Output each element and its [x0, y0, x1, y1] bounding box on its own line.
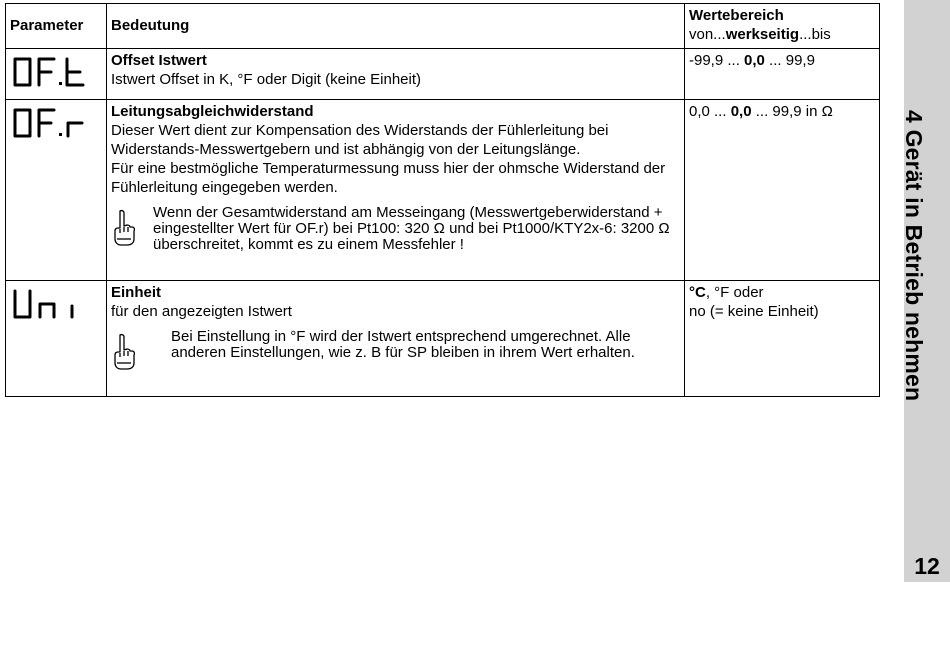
- seven-segment-oft-icon: [10, 55, 86, 89]
- header-range: [685, 4, 880, 49]
- param-meaning-cell: [107, 100, 685, 281]
- seven-segment-code-icon: [10, 51, 102, 94]
- param-title: Offset Istwert: [111, 52, 207, 69]
- seven-segment-uni-icon: [10, 287, 86, 321]
- table-row: [6, 49, 880, 100]
- pointing-hand-icon: [111, 333, 141, 375]
- param-range-cell: 0,0 ... 0,0 ... 99,9 in Ω: [685, 100, 880, 281]
- seven-segment-code-icon: [10, 102, 102, 145]
- page-number: 12: [914, 553, 940, 579]
- seven-segment-code-icon: [10, 283, 102, 326]
- param-code-cell: [6, 49, 107, 100]
- param-code-cell: [6, 281, 107, 397]
- note-block: [111, 329, 680, 375]
- table-header-row: [6, 4, 880, 49]
- table-row: [6, 100, 880, 281]
- chapter-title: 4 Gerät in Betrieb nehmen: [901, 110, 927, 402]
- header-meaning: Bedeutung: [107, 4, 685, 49]
- header-parameter: Parameter: [6, 4, 107, 49]
- param-description-2: Für eine bestmögliche Temperaturmessung muss hier der ohmsche Widerstand der Fühlerleitung eingegeben werden.: [111, 160, 666, 196]
- parameter-table: [5, 3, 880, 397]
- note-text: Wenn der Gesamtwiderstand am Messeingang (Messwertgeberwiderstand + eingestellter Wert für OF.r) bei Pt100: 320 Ω und bei Pt1000/KTY2x-6: 3200 Ω überschreitet, kommt es zu einem Messfehler !: [153, 204, 670, 253]
- param-code-cell: [6, 100, 107, 281]
- param-range-cell: °C, °F oder no (= keine Einheit): [685, 281, 880, 397]
- param-range-cell: -99,9 ... 0,0 ... 99,9: [685, 49, 880, 100]
- seven-segment-ofr-icon: [10, 106, 86, 140]
- param-description: Istwert Offset in K, °F oder Digit (keine Einheit): [111, 71, 422, 88]
- note-text: Bei Einstellung in °F wird der Istwert entsprechend umgerechnet. Alle anderen Einstellungen, wie z. B für SP bleiben in ihrem Wert erhalten.: [171, 328, 635, 361]
- param-title: Einheit: [111, 284, 162, 301]
- header-range-title: Wertebereich: [689, 7, 784, 24]
- header-range-subtitle: von...werkseitig...bis: [689, 26, 831, 43]
- param-description: Dieser Wert dient zur Kompensation des Widerstands der Fühlerleitung bei Widerstands-Messwertgebern und ist abhängig von der Leitungslänge.: [111, 122, 609, 158]
- note-block: [111, 205, 680, 253]
- param-meaning-cell: [107, 49, 685, 100]
- param-meaning-cell: [107, 281, 685, 397]
- pointing-hand-icon: [111, 209, 141, 251]
- table-row: [6, 281, 880, 397]
- param-title: Leitungsabgleichwiderstand: [111, 103, 314, 120]
- param-description: für den angezeigten Istwert: [111, 303, 292, 320]
